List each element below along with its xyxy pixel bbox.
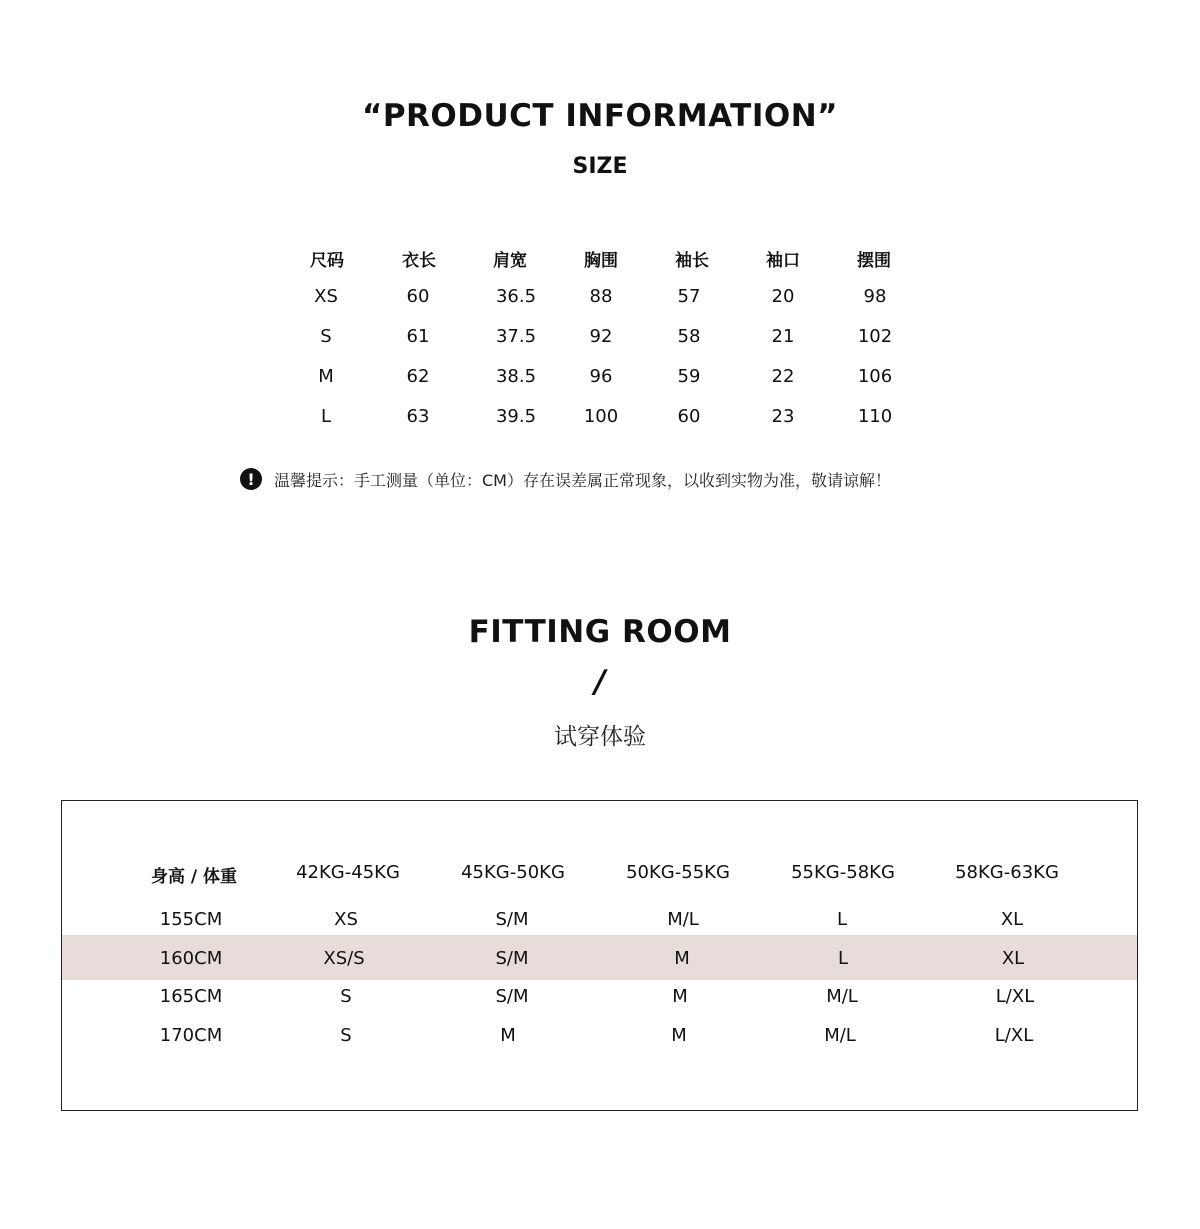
fitting-cell: M/L (826, 986, 858, 1007)
size-header-cell: 袖长 (675, 251, 709, 271)
fitting-cell: 160CM (159, 948, 223, 969)
size-cell: 62 (406, 366, 430, 387)
fitting-cell: S/M (495, 986, 529, 1007)
size-header-cell: 尺码 (310, 251, 344, 271)
fitting-cell: S (340, 986, 352, 1007)
fitting-header-cell: 42KG-45KG (296, 862, 400, 883)
size-subtitle: SIZE (572, 154, 628, 179)
fitting-header-cell: 50KG-55KG (626, 862, 730, 883)
fitting-cell: XS (334, 909, 358, 930)
fitting-cell: M (674, 948, 690, 969)
size-cell: 98 (863, 286, 887, 307)
size-cell: 61 (406, 326, 430, 347)
fitting-cell: 170CM (159, 1025, 223, 1046)
size-cell: 96 (589, 366, 613, 387)
page-title: “PRODUCT INFORMATION” (361, 98, 839, 134)
size-cell: 92 (589, 326, 613, 347)
fitting-room-subtitle: 试穿体验 (554, 724, 646, 750)
size-cell: M (318, 366, 334, 387)
size-cell: 59 (677, 366, 701, 387)
size-cell: XS (314, 286, 338, 307)
fitting-cell: S/M (495, 948, 529, 969)
size-header-cell: 肩宽 (493, 251, 527, 271)
size-cell: 23 (771, 406, 795, 427)
fitting-cell: M/L (667, 909, 699, 930)
size-cell: 20 (771, 286, 795, 307)
size-cell: 106 (857, 366, 893, 387)
fitting-cell: L/XL (995, 986, 1035, 1007)
fitting-cell: S (340, 1025, 352, 1046)
fitting-cell: M (671, 1025, 687, 1046)
fitting-cell: 165CM (159, 986, 223, 1007)
size-cell: 38.5 (495, 366, 537, 387)
size-header-cell: 摆围 (857, 251, 891, 271)
fitting-cell: 155CM (159, 909, 223, 930)
measurement-notice (240, 466, 891, 492)
fitting-room-title: FITTING ROOM (468, 614, 732, 650)
fitting-cell: S/M (495, 909, 529, 930)
size-cell: 57 (677, 286, 701, 307)
size-cell: 60 (406, 286, 430, 307)
fitting-cell: M/L (824, 1025, 856, 1046)
exclamation-icon: ! (240, 468, 262, 490)
size-cell: 102 (857, 326, 893, 347)
size-cell: S (320, 326, 332, 347)
fitting-header-cell: 55KG-58KG (791, 862, 895, 883)
size-cell: 37.5 (495, 326, 537, 347)
fitting-cell: L/XL (994, 1025, 1034, 1046)
size-cell: 58 (677, 326, 701, 347)
fitting-cell: XL (1000, 909, 1024, 930)
fitting-header-cell: 身高 / 体重 (150, 867, 238, 887)
size-cell: 39.5 (495, 406, 537, 427)
size-header-cell: 衣长 (402, 251, 436, 271)
size-cell: 60 (677, 406, 701, 427)
fitting-cell: XL (1001, 948, 1025, 969)
fitting-cell: M (500, 1025, 516, 1046)
notice-text: 温馨提示：手工测量（单位：CM）存在误差属正常现象，以收到实物为准，敬请谅解！ (274, 470, 891, 490)
fitting-cell: M (672, 986, 688, 1007)
size-cell: 88 (589, 286, 613, 307)
size-cell: 110 (857, 406, 893, 427)
size-cell: 100 (583, 406, 619, 427)
size-header-cell: 胸围 (584, 251, 618, 271)
fitting-cell: L (836, 909, 848, 930)
fitting-header-cell: 58KG-63KG (955, 862, 1059, 883)
size-cell: 22 (771, 366, 795, 387)
size-cell: 36.5 (495, 286, 537, 307)
fitting-cell: XS/S (323, 948, 365, 969)
highlighted-row-background (62, 935, 1137, 980)
fitting-header-cell: 45KG-50KG (461, 862, 565, 883)
size-cell: 63 (406, 406, 430, 427)
size-cell: 21 (771, 326, 795, 347)
fitting-cell: L (837, 948, 849, 969)
title-separator: / (594, 664, 606, 700)
size-header-cell: 袖口 (766, 251, 800, 271)
size-cell: L (320, 406, 332, 427)
